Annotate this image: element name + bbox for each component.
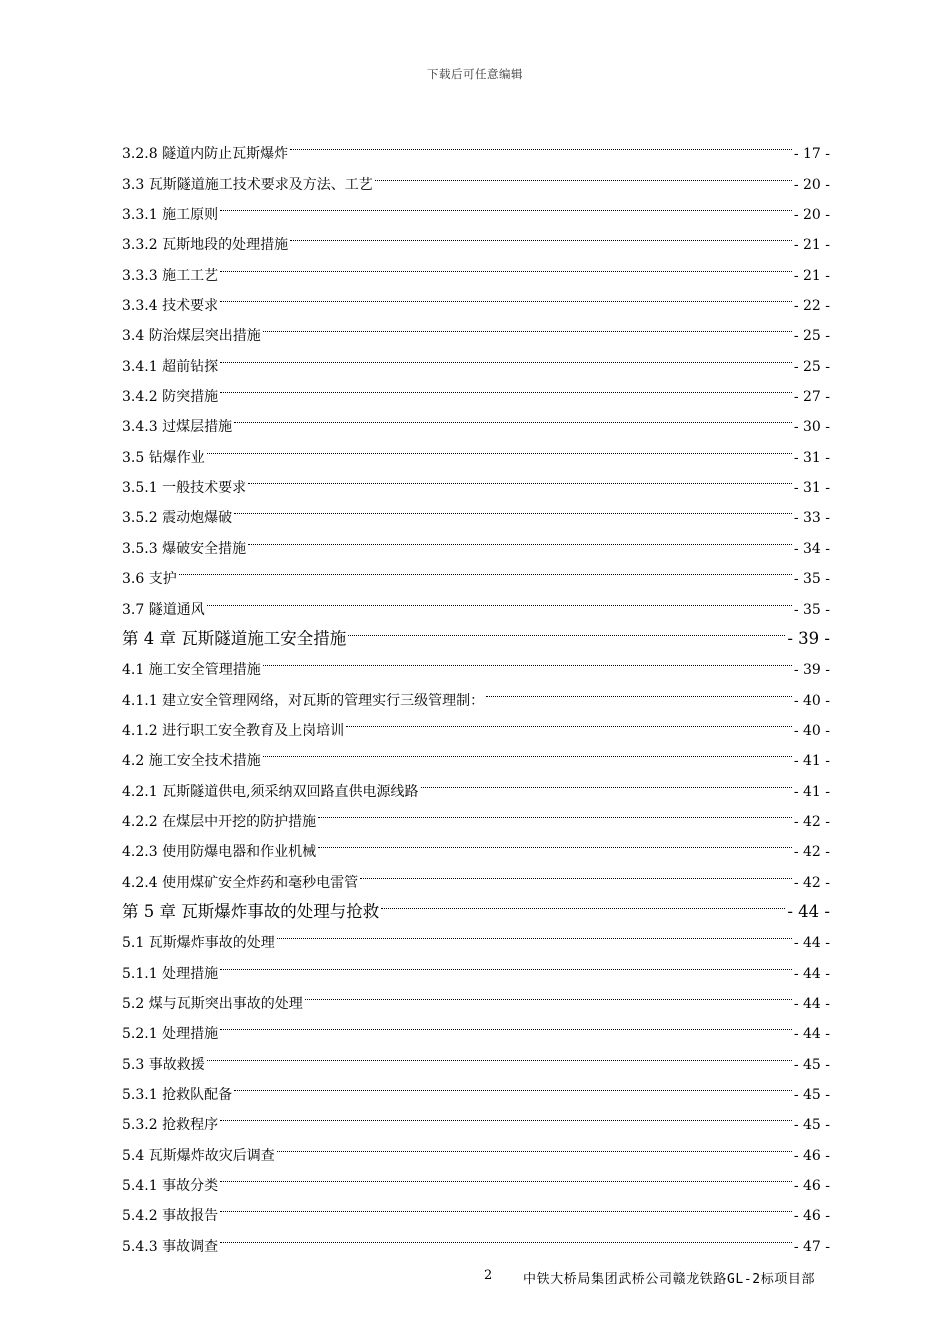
toc-entry-label: 3.2.8 隧道内防止瓦斯爆炸 bbox=[122, 146, 289, 163]
toc-entry[interactable] bbox=[122, 128, 830, 163]
toc-entry-page: - 39 - bbox=[793, 662, 830, 679]
toc-entry[interactable] bbox=[122, 219, 830, 254]
toc-entry-page: - 44 - bbox=[793, 965, 830, 982]
toc-entry[interactable] bbox=[122, 1099, 830, 1134]
toc-entry[interactable] bbox=[122, 189, 830, 224]
footer-page-number: 2 bbox=[484, 1268, 493, 1283]
toc-entry[interactable] bbox=[122, 1190, 830, 1225]
toc-entry-page: - 46 - bbox=[793, 1178, 830, 1195]
toc-entry[interactable] bbox=[122, 1160, 830, 1195]
toc-dot-leader bbox=[179, 553, 792, 583]
footer-organization: 中铁大桥局集团武桥公司赣龙铁路GL-2标项目部 bbox=[523, 1272, 816, 1287]
toc-entry-label: 4.1.2 进行职工安全教育及上岗培训 bbox=[122, 722, 345, 739]
toc-entry-label: 3.6 支护 bbox=[122, 571, 177, 588]
toc-entry-page: - 34 - bbox=[793, 540, 830, 557]
toc-dot-leader bbox=[234, 401, 792, 431]
toc-entry-label: 5.3.1 抢救队配备 bbox=[122, 1087, 233, 1103]
toc-dot-leader bbox=[263, 644, 792, 674]
toc-dot-leader bbox=[263, 735, 792, 765]
toc-entry-page: - 46 - bbox=[793, 1208, 830, 1225]
toc-entry-label: 3.3 瓦斯隧道施工技术要求及方法、工艺 bbox=[122, 176, 373, 193]
toc-entry-label: 3.5.2 震动炮爆破 bbox=[122, 510, 233, 527]
toc-dot-leader bbox=[220, 1008, 792, 1038]
toc-dot-leader bbox=[318, 796, 792, 826]
toc-entry-label: 3.3.4 技术要求 bbox=[122, 298, 219, 315]
toc-dot-leader bbox=[381, 887, 785, 917]
toc-dot-leader bbox=[277, 1129, 792, 1159]
toc-dot-leader bbox=[318, 826, 792, 856]
toc-dot-leader bbox=[263, 310, 792, 340]
toc-entry-page: - 42 - bbox=[793, 844, 830, 861]
toc-entry-page: - 40 - bbox=[793, 692, 830, 709]
toc-entry-page: - 41 - bbox=[793, 783, 830, 800]
toc-dot-leader bbox=[248, 462, 792, 492]
toc-entry-label: 5.4.1 事故分类 bbox=[122, 1178, 219, 1195]
toc-entry-page: - 44 - bbox=[793, 995, 830, 1012]
toc-dot-leader bbox=[290, 128, 792, 158]
toc-entry-label: 5.2.1 处理措施 bbox=[122, 1026, 219, 1043]
toc-entry-label: 3.4.3 过煤层措施 bbox=[122, 419, 233, 436]
toc-dot-leader bbox=[360, 856, 792, 886]
toc-entry-label: 3.3.2 瓦斯地段的处理措施 bbox=[122, 237, 289, 254]
toc-entry[interactable] bbox=[122, 431, 830, 466]
toc-entry-page: - 46 - bbox=[793, 1147, 830, 1164]
toc-dot-leader bbox=[220, 371, 792, 401]
toc-entry-label: 3.5.1 一般技术要求 bbox=[122, 480, 247, 497]
toc-entry-label: 4.1.1 建立安全管理网络，对瓦斯的管理实行三级管理制： bbox=[122, 692, 485, 709]
toc-dot-leader bbox=[207, 431, 792, 461]
toc-entry-label: 第 4 章 瓦斯隧道施工安全措施 bbox=[122, 628, 347, 648]
toc-entry-page: - 25 - bbox=[793, 358, 830, 375]
toc-entry-label: 3.3.1 施工原则 bbox=[122, 207, 219, 224]
toc-entry[interactable] bbox=[122, 249, 830, 284]
toc-entry[interactable] bbox=[122, 1220, 830, 1255]
toc-dot-leader bbox=[234, 492, 792, 522]
toc-entry-page: - 17 - bbox=[793, 146, 830, 163]
toc-dot-leader bbox=[220, 1160, 792, 1190]
page-header-note: 下载后可任意编辑 bbox=[427, 67, 523, 81]
toc-entry-page: - 41 - bbox=[793, 753, 830, 770]
toc-entry[interactable] bbox=[122, 978, 830, 1012]
toc-entry-label: 5.1.1 处理措施 bbox=[122, 965, 219, 982]
toc-entry-page: - 20 - bbox=[793, 176, 830, 193]
toc-dot-leader bbox=[234, 1069, 792, 1099]
toc-entry-page: - 25 - bbox=[793, 328, 830, 345]
toc-entry[interactable] bbox=[122, 340, 830, 375]
toc-dot-leader bbox=[220, 1099, 792, 1129]
toc-entry-label: 3.3.3 施工工艺 bbox=[122, 267, 219, 284]
toc-entry-label: 4.2.1 瓦斯隧道供电,须采纳双回路直供电源线路 bbox=[122, 783, 419, 800]
toc-entry-label: 3.5.3 爆破安全措施 bbox=[122, 540, 247, 557]
toc-dot-leader bbox=[220, 1220, 792, 1250]
toc-entry-page: - 39 - bbox=[787, 628, 830, 648]
toc-entry-page: - 31 - bbox=[793, 480, 830, 497]
toc-entry-page: - 47 - bbox=[793, 1238, 830, 1255]
toc-dot-leader bbox=[375, 158, 792, 188]
toc-entry-label: 5.1 瓦斯爆炸事故的处理 bbox=[122, 935, 275, 952]
toc-entry-page: - 27 - bbox=[793, 389, 830, 406]
toc-dot-leader bbox=[220, 280, 792, 310]
toc-entry-page: - 44 - bbox=[793, 1026, 830, 1043]
toc-dot-leader bbox=[305, 978, 792, 1008]
toc-entry-label: 5.4.3 事故调查 bbox=[122, 1238, 219, 1255]
toc-entry-label: 4.2 施工安全技术措施 bbox=[122, 753, 261, 770]
toc-entry[interactable] bbox=[122, 310, 830, 345]
table-of-contents bbox=[122, 128, 830, 1255]
toc-entry[interactable] bbox=[122, 947, 830, 982]
toc-entry-label: 4.2.2 在煤层中开挖的防护措施 bbox=[122, 813, 317, 830]
toc-entry[interactable] bbox=[122, 553, 830, 588]
toc-dot-leader bbox=[220, 1190, 792, 1220]
toc-entry-page: - 33 - bbox=[793, 510, 830, 527]
toc-chapter-entry[interactable] bbox=[122, 614, 830, 648]
toc-entry-page: - 42 - bbox=[793, 813, 830, 830]
toc-entry-label: 3.4 防治煤层突出措施 bbox=[122, 328, 261, 345]
toc-entry[interactable] bbox=[122, 371, 830, 406]
toc-entry-page: - 35 - bbox=[793, 601, 830, 618]
toc-entry-page: - 45 - bbox=[793, 1056, 830, 1073]
toc-entry[interactable] bbox=[122, 401, 830, 436]
toc-entry[interactable] bbox=[122, 1008, 830, 1043]
toc-entry-page: - 44 - bbox=[793, 935, 830, 952]
toc-dot-leader bbox=[220, 249, 792, 279]
toc-entry-label: 5.2 煤与瓦斯突出事故的处理 bbox=[122, 995, 303, 1012]
toc-entry-page: - 45 - bbox=[793, 1087, 830, 1103]
toc-entry-label: 3.4.2 防突措施 bbox=[122, 389, 219, 406]
toc-entry-label: 3.4.1 超前钻探 bbox=[122, 358, 219, 375]
toc-entry-label: 第 5 章 瓦斯爆炸事故的处理与抢救 bbox=[122, 901, 380, 921]
toc-entry-page: - 21 - bbox=[793, 267, 830, 284]
toc-dot-leader bbox=[486, 674, 792, 704]
toc-entry-page: - 45 - bbox=[793, 1117, 830, 1134]
toc-entry-page: - 30 - bbox=[793, 419, 830, 436]
toc-entry-page: - 21 - bbox=[793, 237, 830, 254]
toc-entry-page: - 44 - bbox=[787, 901, 830, 921]
toc-entry-label: 5.4.2 事故报告 bbox=[122, 1208, 219, 1225]
toc-entry[interactable] bbox=[122, 280, 830, 315]
toc-entry-page: - 31 - bbox=[793, 449, 830, 466]
toc-entry-label: 3.5 钻爆作业 bbox=[122, 449, 205, 466]
toc-entry-page: - 42 - bbox=[793, 874, 830, 891]
toc-dot-leader bbox=[248, 522, 792, 552]
toc-entry[interactable] bbox=[122, 1069, 830, 1103]
toc-entry-label: 3.7 隧道通风 bbox=[122, 601, 205, 618]
toc-entry[interactable] bbox=[122, 462, 830, 497]
toc-dot-leader bbox=[421, 765, 792, 795]
toc-dot-leader bbox=[220, 947, 792, 977]
toc-dot-leader bbox=[220, 189, 792, 219]
toc-entry-label: 5.3.2 抢救程序 bbox=[122, 1117, 219, 1134]
toc-entry-label: 4.1 施工安全管理措施 bbox=[122, 662, 261, 679]
toc-dot-leader bbox=[207, 583, 792, 613]
toc-entry-page: - 22 - bbox=[793, 298, 830, 315]
toc-dot-leader bbox=[220, 340, 792, 370]
toc-entry-label: 5.3 事故救援 bbox=[122, 1056, 205, 1073]
toc-dot-leader bbox=[346, 705, 792, 735]
toc-entry-page: - 35 - bbox=[793, 571, 830, 588]
toc-entry-label: 5.4 瓦斯爆炸故灾后调查 bbox=[122, 1147, 275, 1164]
toc-entry[interactable] bbox=[122, 1129, 830, 1164]
toc-entry[interactable] bbox=[122, 583, 830, 618]
toc-dot-leader bbox=[290, 219, 792, 249]
toc-entry-page: - 40 - bbox=[793, 722, 830, 739]
toc-dot-leader bbox=[348, 614, 785, 644]
toc-entry-page: - 20 - bbox=[793, 207, 830, 224]
toc-entry-label: 4.2.3 使用防爆电器和作业机械 bbox=[122, 844, 317, 861]
toc-dot-leader bbox=[207, 1038, 792, 1068]
toc-entry-label: 4.2.4 使用煤矿安全炸药和毫秒电雷管 bbox=[122, 874, 359, 891]
toc-entry[interactable] bbox=[122, 1038, 830, 1073]
toc-dot-leader bbox=[277, 917, 792, 947]
